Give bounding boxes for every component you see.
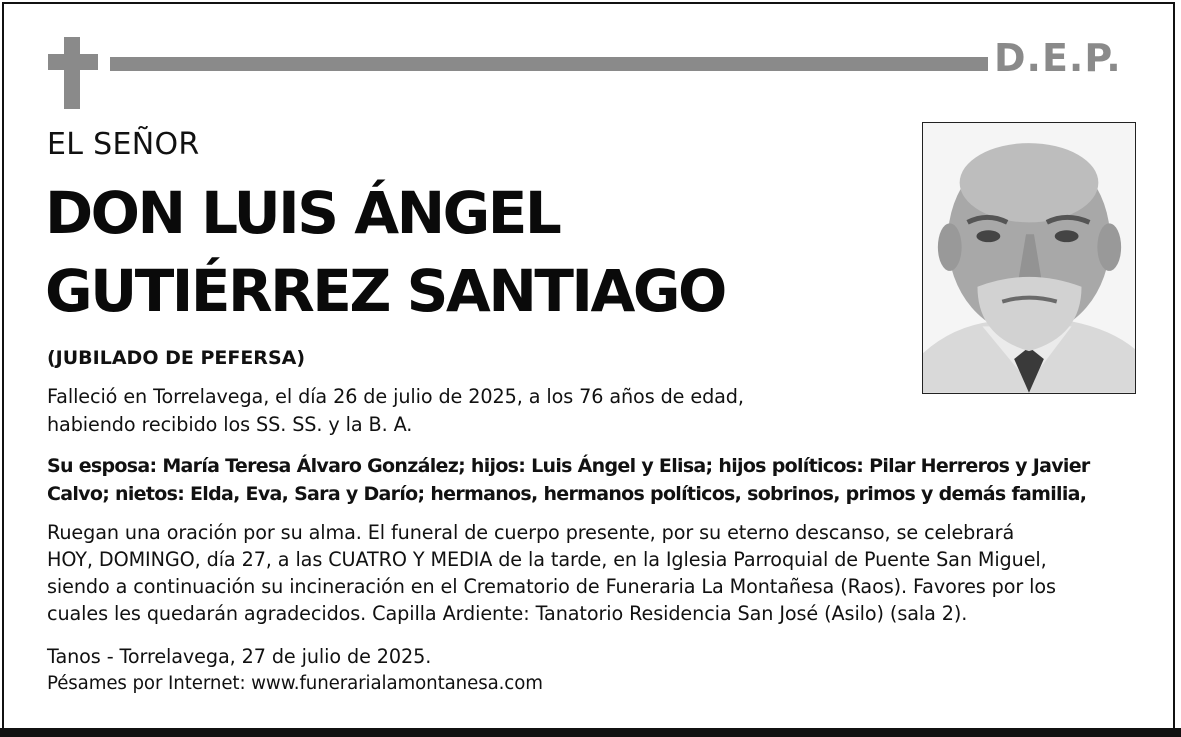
death-notice-line-2: habiendo recibido los SS. SS. y la B. A. <box>47 413 413 436</box>
family-line-2: Calvo; nietos: Elda, Eva, Sara y Darío; hermanos, hermanos políticos, sobrinos, primos y demás familia, <box>47 483 1087 505</box>
condolences-link[interactable]: Pésames por Internet: www.funerarialamontanesa.com <box>47 673 543 694</box>
header-rule <box>110 57 988 71</box>
deceased-name-line-1: DON LUIS ÁNGEL <box>45 179 560 247</box>
honorific-prefix: EL SEÑOR <box>47 127 200 162</box>
dep-label: D.E.P. <box>994 36 1122 80</box>
funeral-line-2: HOY, DOMINGO, día 27, a las CUATRO Y MEDIA de la tarde, en la Iglesia Parroquial de Puente San Miguel, <box>47 548 1047 571</box>
bottom-rule <box>0 728 1181 737</box>
cross-icon-bar <box>48 54 98 70</box>
family-line-1: Su esposa: María Teresa Álvaro González; hijos: Luis Ángel y Elisa; hijos políticos: Pilar Herreros y Javier <box>47 455 1090 477</box>
funeral-line-1: Ruegan una oración por su alma. El funeral de cuerpo presente, por su eterno descanso, se celebrará <box>47 521 1015 544</box>
place-date: Tanos - Torrelavega, 27 de julio de 2025. <box>47 645 432 668</box>
occupation: (JUBILADO DE PEFERSA) <box>47 347 306 369</box>
funeral-line-4: cuales les quedarán agradecidos. Capilla Ardiente: Tanatorio Residencia San José (Asilo) (sala 2). <box>47 602 968 625</box>
funeral-line-3: siendo a continuación su incineración en el Crematorio de Funeraria La Montañesa (Raos). Favores por los <box>47 575 1056 598</box>
portrait-illustration <box>923 123 1135 393</box>
deceased-name-line-2: GUTIÉRREZ SANTIAGO <box>45 257 725 325</box>
portrait-photo <box>922 122 1136 394</box>
death-notice-line-1: Falleció en Torrelavega, el día 26 de julio de 2025, a los 76 años de edad, <box>47 385 744 408</box>
cross-icon <box>64 37 80 109</box>
